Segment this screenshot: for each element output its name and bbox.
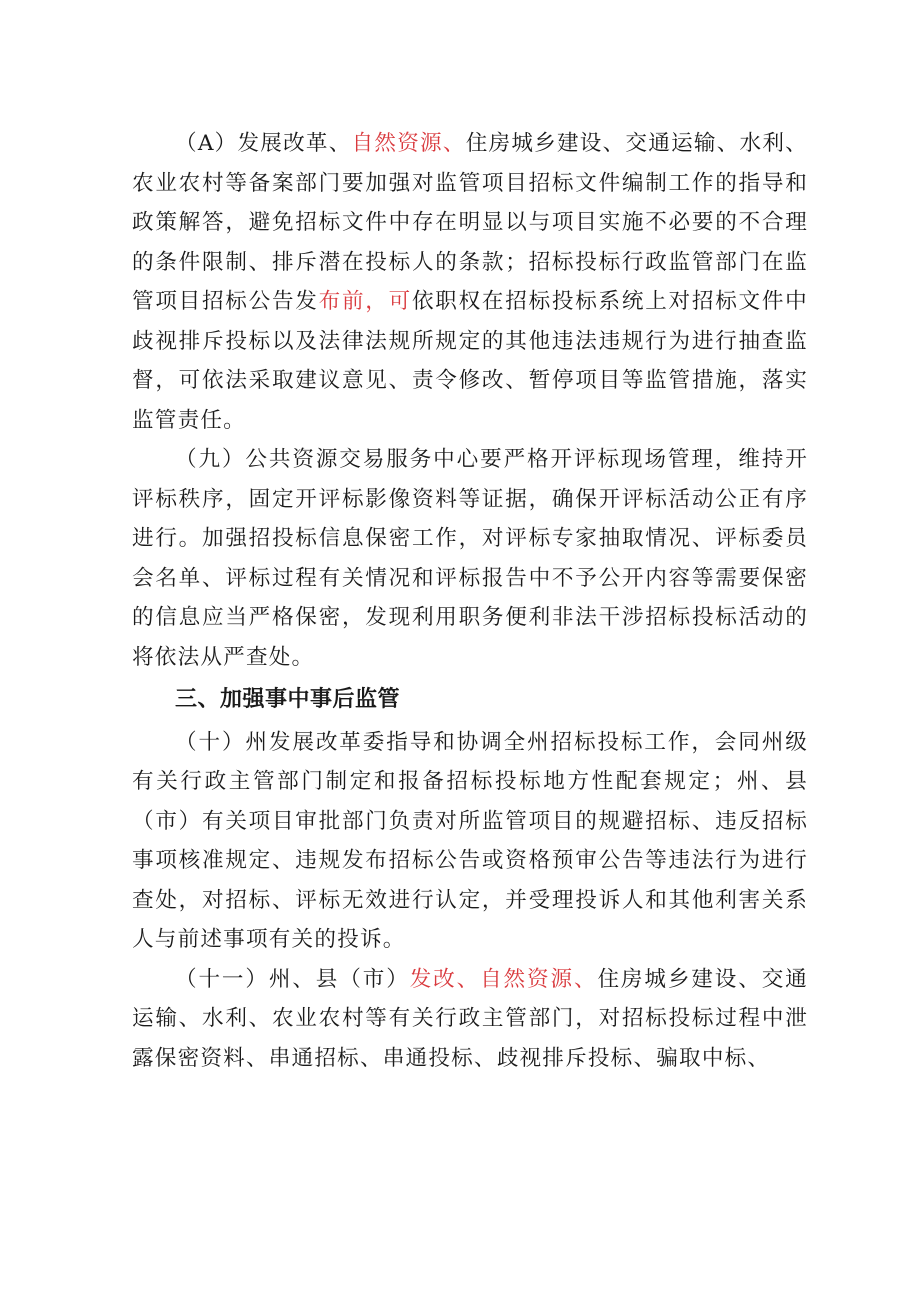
paragraph-8 — [132, 124, 808, 440]
highlight-development-natural-resources: 发改、自然资源、 — [409, 966, 598, 992]
paragraph-11-body: 住房城乡建设、交通运输、水利、农业农村等有关行政主管部门，对招标投标过程中泄露保密资料、串通招标、串通投标、歧视排斥投标、骗取中标、 — [132, 966, 808, 1071]
paragraph-11-lead: （十一）州、县（市） — [175, 966, 410, 992]
paragraph-9: （九）公共资源交易服务中心要严格开评标现场管理，维持开评标秩序，固定开评标影像资料等证据，确保开评标活动公正有序进行。加强招投标信息保密工作，对评标专家抽取情况、评标委员会名单、评标过程有关情况和评标报告中不予公开内容等需要保密的信息应当严格保密，发现利用职务便利非法干涉招标投标活动的将依法从严查处。 — [132, 447, 808, 670]
document-body — [132, 124, 808, 1078]
paragraph-8-lead: （A）发展改革、 — [175, 131, 352, 156]
paragraph-8-body: 住房城乡建设、交通运输、水利、农业农村等备案部门要加强对监管项目招标文件编制工作的指导和政策解答，避免招标文件中存在明显以与项目实施不必要的不合理的条件限制、排斥潜在投标人的条款；招标投标行政监管部门在监管项目招标公告发 — [132, 131, 808, 314]
section-heading: 三、加强事中事后监管 — [175, 687, 401, 712]
highlight-before-release: 布前，可 — [318, 289, 412, 314]
paragraph-8-tail: 依职权在招标投标系统上对招标文件中歧视排斥投标以及法律法规所规定的其他违法违规行为进行抽查监督，可依法采取建议意见、责令修改、暂停项目等监管措施，落实监管责任。 — [132, 289, 808, 433]
paragraph-10: （十）州发展改革委指导和协调全州招标投标工作，会同州级有关行政主管部门制定和报备招标投标地方性配套规定；州、县（市）有关项目审批部门负责对所监管项目的规避招标、违反招标事项核准规定、违规发布招标公告或资格预审公告等违法行为进行查处，对招标、评标无效进行认定，并受理投诉人和其他利害关系人与前述事项有关的投诉。 — [132, 729, 808, 952]
highlight-natural-resources: 自然资源、 — [351, 131, 466, 156]
paragraph-11 — [132, 960, 808, 1079]
